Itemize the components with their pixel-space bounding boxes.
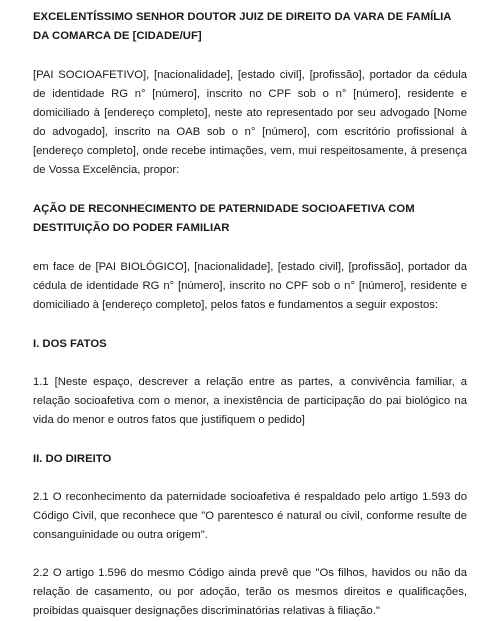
section-heading-facts: I. DOS FATOS [33, 338, 107, 350]
defendant-qualification-paragraph: em face de [PAI BIOLÓGICO], [nacionalidade], [estado civil], [profissão], portador da cédula de identidade RG n° [número], inscrito no CPF sob o n° [número], residente e domiciliado à [endereço completo], pelos fatos e fundamentos a seguir expostos: [33, 261, 467, 311]
court-address-header: EXCELENTÍSSIMO SENHOR DOUTOR JUIZ DE DIREITO DA VARA DE FAMÍLIA DA COMARCA DE [CIDADE/UF] [33, 11, 452, 42]
facts-paragraph-1-1: 1.1 [Neste espaço, descrever a relação entre as partes, a convivência familiar, a relação socioafetiva com o menor, a inexistência de participação do pai biológico na vida do menor e outros fatos que justifiquem o pedido] [33, 376, 467, 426]
law-paragraph-2-1: 2.1 O reconhecimento da paternidade socioafetiva é respaldado pelo artigo 1.593 do Código Civil, que reconhece que "O parentesco é natural ou civil, conforme resulte de consanguinidade ou outra origem". [33, 491, 467, 541]
plaintiff-qualification-paragraph: [PAI SOCIOAFETIVO], [nacionalidade], [estado civil], [profissão], portador da cédula de identidade RG n° [número], inscrito no CPF sob o n° [número], residente e domiciliado à [endereço completo], neste ato representado por seu advogado [Nome do advogado], inscrito na OAB sob o n° [número], com escritório profissional à [endereço completo], onde recebe intimações, vem, mui respeitosamente, à presença de Vossa Excelência, propor: [33, 69, 467, 176]
law-paragraph-2-2: 2.2 O artigo 1.596 do mesmo Código ainda prevê que "Os filhos, havidos ou não da relação de casamento, ou por adoção, terão os mesmos direitos e qualificações, proibidas quaisquer designações discriminatórias relativas à filiação." [33, 567, 467, 617]
action-title: AÇÃO DE RECONHECIMENTO DE PATERNIDADE SOCIOAFETIVA COM DESTITUIÇÃO DO PODER FAMILIAR [33, 203, 415, 234]
document-page [33, 8, 467, 621]
section-heading-law: II. DO DIREITO [33, 453, 112, 465]
